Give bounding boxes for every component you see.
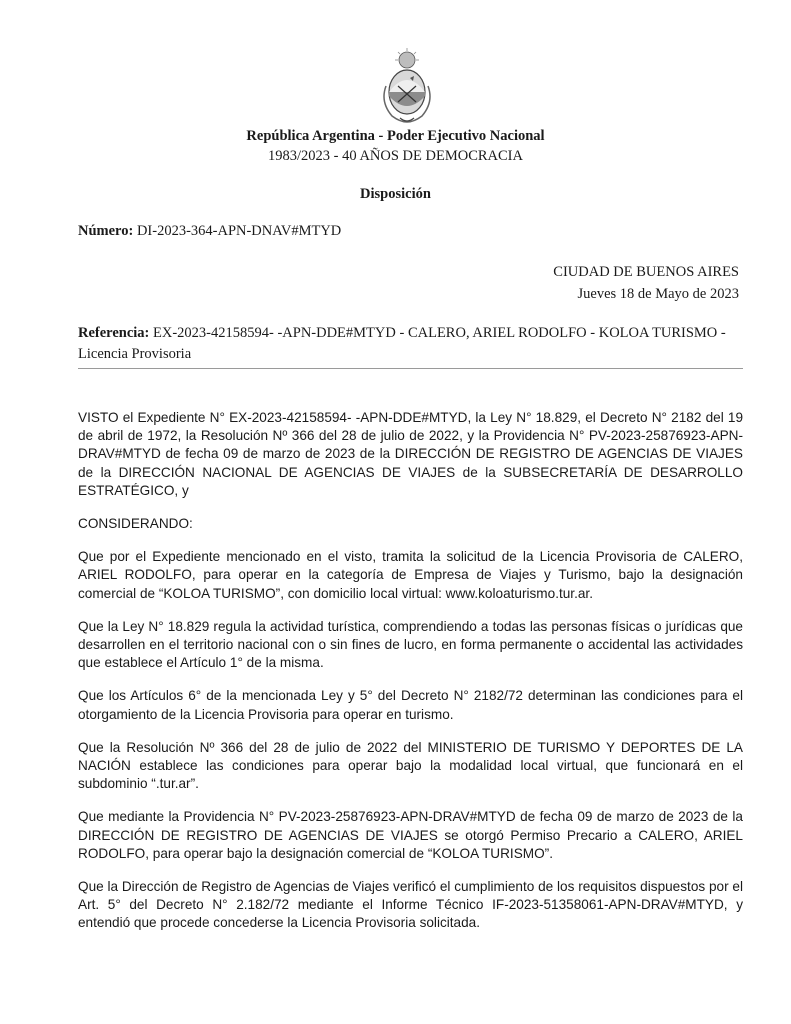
reference-value: EX-2023-42158594- -APN-DDE#MTYD - CALERO, ARIEL RODOLFO - KOLOA TURISMO - Licencia Provisoria xyxy=(78,325,726,362)
header-divider xyxy=(78,368,743,369)
reference xyxy=(78,323,743,365)
paragraph-informe: Que la Dirección de Registro de Agencias de Viajes verificó el cumplimiento de los requisitos dispuestos por el Art. 5° del Decreto N° 2.182/72 mediante el Informe Técnico IF-2023-51358061-APN-DRAV#MTYD, y entendió que procede concederse la Licencia Provisoria solicitada. xyxy=(78,879,743,931)
paragraph-resolucion: Que la Resolución Nº 366 del 28 de julio de 2022 del MINISTERIO DE TURISMO Y DEPORTES DE LA NACIÓN establece las condiciones para operar bajo la modalidad local virtual, que funcionará en el subdominio “.tur.ar”. xyxy=(78,739,743,792)
document-number xyxy=(78,223,341,240)
paragraph-providencia: Que mediante la Providencia N° PV-2023-25876923-APN-DRAV#MTYD de fecha 09 de marzo de 2023 de la DIRECCIÓN DE REGISTRO DE AGENCIAS DE VIAJES se otorgó Permiso Precario a CALERO, ARIEL RODOLFO, para operar bajo la designación comercial de “KOLOA TURISMO”. xyxy=(78,809,743,861)
number-value: DI-2023-364-APN-DNAV#MTYD xyxy=(136,223,342,239)
anniversary-subtitle: 1983/2023 - 40 AÑOS DE DEMOCRACIA xyxy=(268,148,523,164)
date: Jueves 18 de Mayo de 2023 xyxy=(577,286,739,302)
paragraph-considerando: CONSIDERANDO: xyxy=(78,516,193,532)
paragraph-articulos: Que los Artículos 6° de la mencionada Ley y 5° del Decreto N° 2182/72 determinan las condiciones para el otorgamiento de la Licencia Provisoria para operar en turismo. xyxy=(78,688,743,722)
paragraph-visto: VISTO el Expediente N° EX-2023-42158594- -APN-DDE#MTYD, la Ley N° 18.829, el Decreto N° 2182 del 19 de abril de 1972, la Resolución Nº 366 del 28 de julio de 2022, y la Providencia N° PV-2023-25876923-APN-DRAV#MTYD de fecha 09 de marzo de 2023 de la DIRECCIÓN DE REGISTRO DE AGENCIAS DE VIAJES de la DIRECCIÓN NACIONAL DE AGENCIAS DE VIAJES de la SUBSECRETARÍA DE DESARROLLO ESTRATÉGICO, y xyxy=(78,410,743,498)
reference-label: Referencia: xyxy=(78,325,150,341)
document-body xyxy=(78,409,743,948)
city: CIUDAD DE BUENOS AIRES xyxy=(553,264,739,280)
number-label: Número: xyxy=(78,223,134,239)
paragraph-ley: Que la Ley N° 18.829 regula la actividad turística, comprendiendo a todas las personas físicas o jurídicas que desarrollen en el territorio nacional con o sin fines de lucro, en forma permanente o accidental las actividades que establece el Artículo 1° de la misma. xyxy=(78,618,743,671)
government-title: República Argentina - Poder Ejecutivo Nacional xyxy=(246,128,545,144)
national-coat-of-arms-icon xyxy=(376,46,438,124)
paragraph-solicitud: Que por el Expediente mencionado en el visto, tramita la solicitud de la Licencia Provisoria de CALERO, ARIEL RODOLFO, para operar en la categoría de Empresa de Viajes y Turismo, bajo la designación comercial de “KOLOA TURISMO”, con domicilio local virtual: www.koloaturismo.tur.ar. xyxy=(78,549,743,601)
document-type: Disposición xyxy=(360,186,431,202)
